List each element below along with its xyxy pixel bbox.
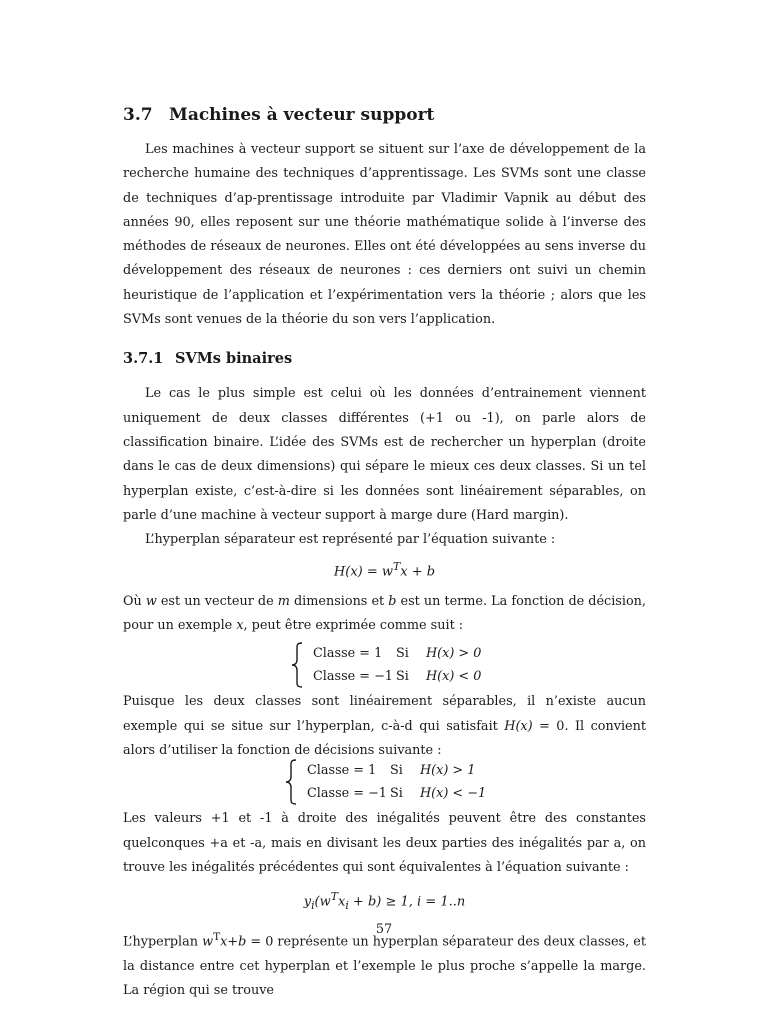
subsection-title: SVMs binaires (175, 350, 293, 368)
case-row-negative: Classe = −1 Si H(x) < −1 (307, 786, 487, 802)
equation-margin-constraint: $y_i(w^Tx_i + b) \ge 1$, i = 1..n (303, 890, 466, 913)
intro-paragraph: Les machines à vecteur support se situent sur l’axe de développement de la recherche humaine des techniques d’apprentissage. Les SVMs sont une classe de techniques d’ap-prentissage introduite par Vladimir Vapnik au début des années 90, elles reposent sur une théorie mathématique solide à l’inverse des méthodes de réseaux de neurones. Elles ont été développées au sens inverse du développement des réseaux de neurones : ces derniers ont suivi un chemin heuristique de l’application et l’expérimentation vers la théorie ; alors que les SVMs sont venues de la théorie du son vers l’application. (123, 142, 646, 328)
subsection-heading (123, 346, 646, 372)
decision-cases-1 (291, 642, 646, 688)
case-row-negative: Classe = −1 Si H(x) < 0 (313, 669, 482, 685)
left-brace (291, 642, 305, 688)
decision-cases-2 (285, 759, 646, 805)
case-row-positive: Classe = 1 Si H(x) > 1 (307, 763, 476, 779)
paragraph-decision-function: Où w est un vecteur de m dimensions et b est un terme. La fonction de décision, pour un exemple x, peut être exprimée comme suit : (123, 593, 646, 634)
paragraph-margin: L’hyperplan $w^Tx+b = 0$ représente un hyperplan séparateur des deux classes, et la distance entre cet hyperplan et l’exemple le plus proche s’appelle la marge. La région qui se trouve (123, 930, 646, 998)
page-number: 57 (375, 922, 393, 937)
page-content (123, 100, 646, 1003)
case-row-positive: Classe = 1 Si H(x) > 0 (313, 646, 482, 662)
section-title: Machines à vecteur support (169, 105, 435, 125)
subsection-number: 3.7.1 (123, 350, 164, 368)
section-heading (123, 100, 646, 130)
left-brace (285, 759, 299, 805)
paragraph-separability: Puisque les deux classes sont linéairement séparables, il n’existe aucun exemple qui se situe sur l’hyperplan, c-à-d qui satisfait H(x) = 0. Il convient alors d’utiliser la fonction de décisions suivante : (123, 694, 646, 758)
equation-hyperplane: $H(x) = w^Tx + b$ (333, 560, 436, 580)
paragraph-constants: Les valeurs +1 et -1 à droite des inégalités peuvent être des constantes quelconques +a et -a, mais en divisant les deux parties des inégalités par a, on trouve les inégalités précédentes qui sont équivalentes à l’équation suivante : (123, 811, 646, 875)
paragraph-binary-svm: Le cas le plus simple est celui où les données d’entrainement viennent uniquement de deux classes différentes (+1 ou -1), on parle alors de classification binaire. L’idée des SVMs est de rechercher un hyperplan (droite dans le cas de deux dimensions) qui sépare le mieux ces deux classes. Si un tel hyperplan existe, c’est-à-dire si les données sont linéairement séparables, on parle d’une machine à vecteur support à marge dure (Hard margin). (123, 386, 646, 523)
paragraph-hyperplane-intro: L’hyperplan séparateur est représenté par l’équation suivante : (145, 532, 556, 548)
section-number: 3.7 (123, 105, 153, 125)
